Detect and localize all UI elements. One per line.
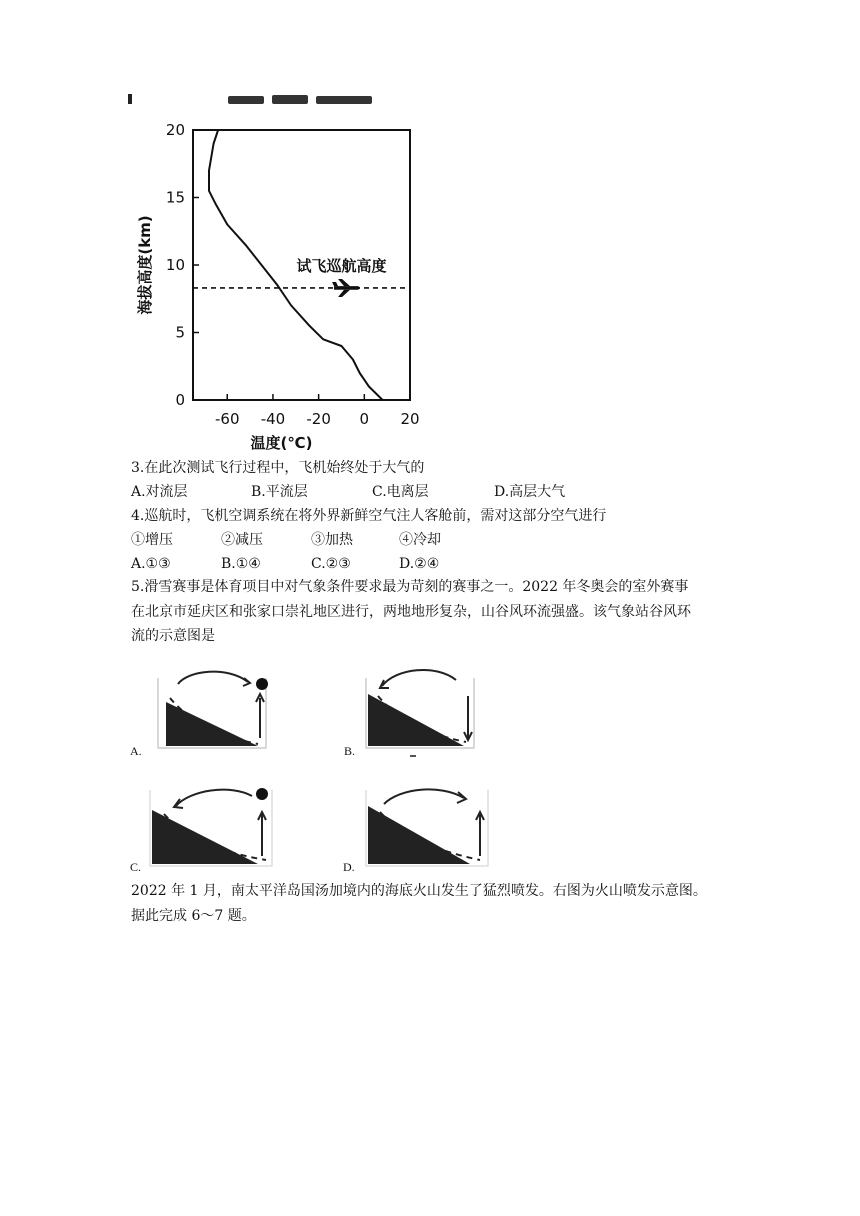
moon-icon bbox=[467, 678, 474, 692]
x-tick-label: -40 bbox=[260, 410, 286, 428]
q4-stem: 4.巡航时，飞机空调系统在将外界新鲜空气注人客舱前，需对这部分空气进行 bbox=[131, 508, 607, 524]
upper-airflow-arrow bbox=[384, 789, 464, 804]
airplane-icon bbox=[332, 279, 360, 297]
y-tick-label: 5 bbox=[175, 323, 185, 342]
q3-option-c: C.电离层 bbox=[372, 484, 429, 500]
q3-option-a: A.对流层 bbox=[131, 484, 188, 500]
y-tick-label: 15 bbox=[165, 188, 185, 207]
x-tick-label: -60 bbox=[215, 410, 240, 428]
x-tick-label: -20 bbox=[306, 410, 331, 428]
valley-wind-diagram-a bbox=[148, 650, 280, 754]
diagram-label-c: C. bbox=[130, 860, 142, 874]
q4-item-2: ②减压 bbox=[221, 532, 263, 548]
diagram-label-d: D. bbox=[343, 860, 355, 874]
q4-item-4: ④冷却 bbox=[399, 532, 441, 548]
temperature-altitude-chart bbox=[128, 86, 428, 458]
sun-icon bbox=[256, 788, 268, 800]
intro-line-1: 2022 年 1 月，南太平洋岛国汤加境内的海底火山发生了猛烈喷发。右图为火山喷发示意图。 bbox=[131, 883, 707, 899]
q4-option-a: A.①③ bbox=[131, 556, 171, 572]
x-tick-label: 0 bbox=[359, 410, 370, 428]
q5-stem-line-3: 流的示意图是 bbox=[131, 628, 215, 644]
q3-stem: 3.在此次测试飞行过程中，飞机始终处于大气的 bbox=[131, 460, 425, 476]
y-tick-label: 10 bbox=[165, 256, 185, 274]
moon-icon bbox=[477, 790, 484, 804]
q4-item-3: ③加热 bbox=[311, 532, 353, 548]
q4-option-c: C.②③ bbox=[311, 556, 351, 572]
q4-option-d: D.②④ bbox=[399, 556, 440, 572]
cruise-altitude-label: 试飞巡航高度 bbox=[296, 256, 387, 275]
upper-airflow-arrow bbox=[176, 790, 252, 806]
valley-wind-diagram-d bbox=[356, 770, 496, 874]
x-tick-label: 20 bbox=[400, 410, 420, 428]
q3-option-b: B.平流层 bbox=[251, 484, 308, 500]
valley-wind-diagram-c bbox=[140, 770, 280, 874]
intro-line-2: 据此完成 6～7 题。 bbox=[131, 908, 256, 924]
upper-airflow-arrow bbox=[382, 670, 456, 686]
sun-icon bbox=[256, 678, 268, 690]
q5-stem-line-1: 5.滑雪赛事是体育项目中对气象条件要求最为苛刻的赛事之一。2022 年冬奥会的室外赛事 bbox=[131, 579, 689, 595]
diagram-label-a: A. bbox=[130, 744, 142, 758]
q3-option-d: D.高层大气 bbox=[494, 484, 566, 500]
mountain-slope bbox=[368, 694, 464, 746]
y-axis-label: 海拔高度(km) bbox=[136, 215, 154, 315]
diagram-label-b: B. bbox=[344, 744, 356, 758]
y-tick-label: 0 bbox=[175, 391, 185, 409]
valley-wind-diagram-b bbox=[356, 650, 488, 762]
q4-item-1: ①增压 bbox=[131, 532, 173, 548]
x-axis-label: 温度(℃) bbox=[250, 434, 313, 452]
y-tick-label: 20 bbox=[165, 121, 185, 139]
upper-airflow-arrow bbox=[178, 672, 248, 684]
q4-option-b: B.①④ bbox=[221, 556, 261, 572]
chart-svg bbox=[128, 86, 428, 458]
q5-stem-line-2: 在北京市延庆区和张家口崇礼地区进行，两地地形复杂，山谷风环流强盛。该气象站谷风环 bbox=[131, 604, 691, 620]
